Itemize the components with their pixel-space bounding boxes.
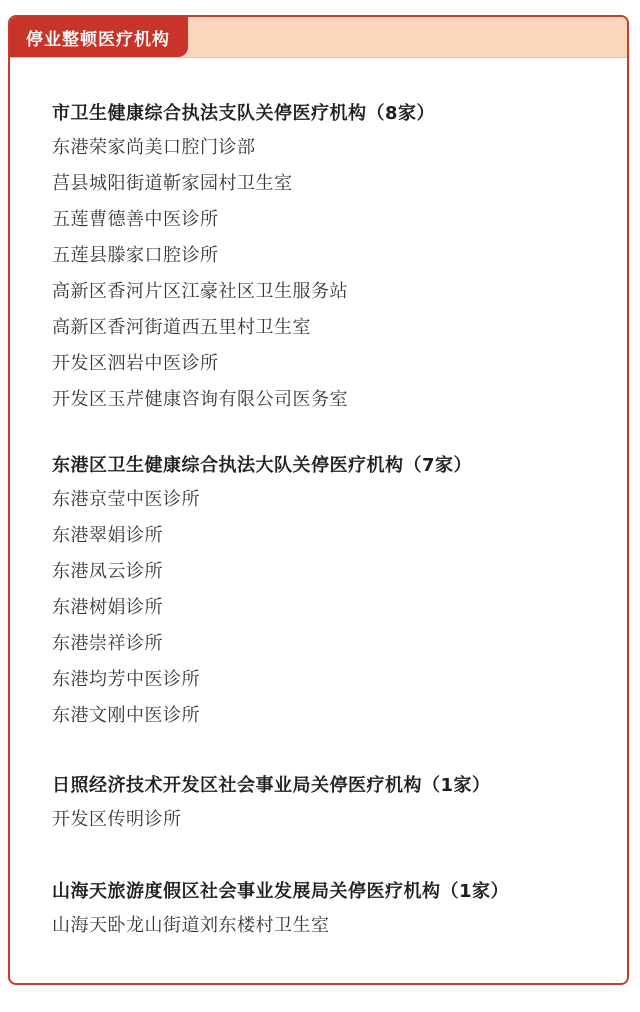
list-item: 东港文刚中医诊所 (52, 705, 200, 726)
list-item: 山海天卧龙山街道刘东楼村卫生室 (52, 915, 330, 936)
section-donggang-enforcement (52, 450, 472, 734)
list-item: 开发区泗岩中医诊所 (52, 353, 219, 374)
list-item: 东港京莹中医诊所 (52, 489, 200, 510)
list-item: 东港树娟诊所 (52, 597, 163, 618)
header-title: 停业整顿医疗机构 (26, 29, 170, 50)
list-item: 东港凤云诊所 (52, 561, 163, 582)
list-item: 高新区香河街道西五里村卫生室 (52, 317, 311, 338)
list-item: 五莲县滕家口腔诊所 (52, 245, 219, 266)
header-tab (10, 17, 188, 57)
section-shanhaitian (52, 876, 509, 944)
section-title: 东港区卫生健康综合执法大队关停医疗机构（7家） (52, 455, 473, 476)
list-item: 开发区传明诊所 (52, 809, 182, 830)
list-item: 开发区玉芹健康咨询有限公司医务室 (52, 389, 348, 410)
list-item: 五莲曹德善中医诊所 (52, 209, 219, 230)
section-city-enforcement (52, 98, 435, 418)
list-item: 东港崇祥诊所 (52, 633, 163, 654)
list-item: 高新区香河片区江豪社区卫生服务站 (52, 281, 348, 302)
list-item: 莒县城阳街道靳家园村卫生室 (52, 173, 293, 194)
section-title: 市卫生健康综合执法支队关停医疗机构（8家） (52, 103, 436, 124)
section-development-zone (52, 770, 491, 838)
list-item: 东港均芳中医诊所 (52, 669, 200, 690)
list-item: 东港荣家尚美口腔门诊部 (52, 137, 256, 158)
section-title: 日照经济技术开发区社会事业局关停医疗机构（1家） (52, 775, 491, 796)
list-item: 东港翠娟诊所 (52, 525, 163, 546)
section-title: 山海天旅游度假区社会事业发展局关停医疗机构（1家） (52, 881, 510, 902)
